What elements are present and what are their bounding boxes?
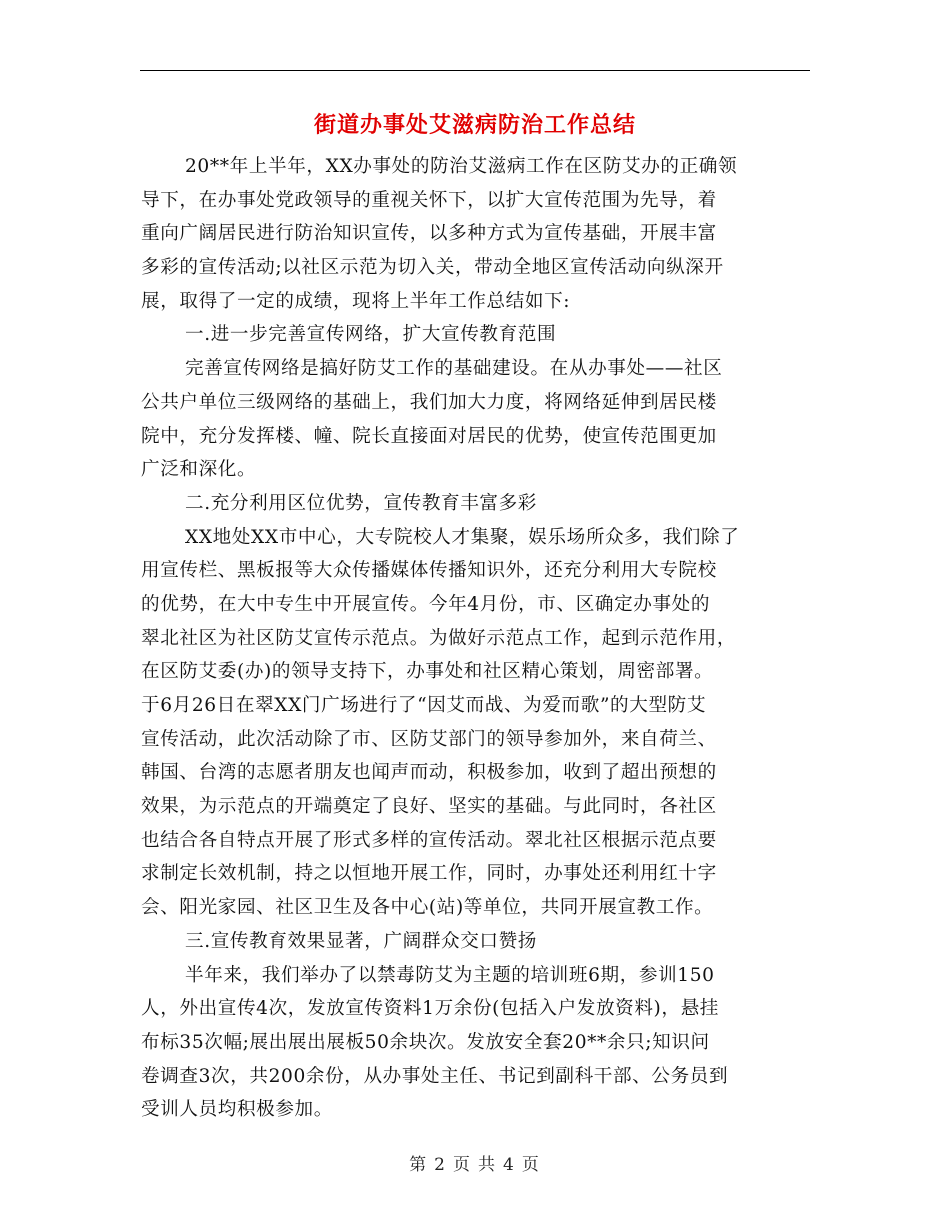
section-heading-3: 三.宣传教育效果显著，广阔群众交口赞扬 — [185, 930, 537, 952]
paragraph-line: 用宣传栏、黑板报等大众传播媒体传播知识外，还充分利用大专院校 — [141, 560, 717, 582]
paragraph-line: 20**年上半年，XX办事处的防治艾滋病工作在区防艾办的正确领 — [185, 156, 738, 177]
document-body — [141, 150, 811, 1127]
paragraph-line: 完善宣传网络是搞好防艾工作的基础建设。在从办事处——社区 — [185, 358, 723, 380]
paragraph-line: 韩国、台湾的志愿者朋友也闻声而动，积极参加，收到了超出预想的 — [141, 762, 717, 784]
section-heading-2: 二.充分利用区位优势，宣传教育丰富多彩 — [185, 492, 537, 514]
paragraph-line: 翠北社区为社区防艾宣传示范点。为做好示范点工作，起到示范作用， — [141, 627, 737, 649]
paragraph-line: 布标35次幅;展出展出展板50余块次。发放安全套20**余只;知识问 — [141, 1031, 710, 1053]
paragraph-line: 人，外出宣传4次，发放宣传资料1万余份(包括入户发放资料)，悬挂 — [141, 998, 719, 1020]
paragraph-line: 也结合各自特点开展了形式多样的宣传活动。翠北社区根据示范点要 — [141, 829, 717, 851]
paragraph-line: 半年来，我们举办了以禁毒防艾为主题的培训班6期，参训150 — [185, 964, 715, 986]
footer-page-char: 页 — [453, 1155, 472, 1175]
footer-prefix: 第 — [409, 1155, 429, 1175]
paragraph-line: 重向广阔居民进行防治知识宣传，以多种方式为宣传基础，开展丰富 — [141, 223, 717, 245]
page-footer — [0, 1150, 950, 1175]
paragraph-line: 展，取得了一定的成绩，现将上半年工作总结如下: — [141, 290, 571, 312]
paragraph-line: 效果，为示范点的开端奠定了良好、坚实的基础。与此同时，各社区 — [141, 796, 717, 818]
paragraph-line: 在区防艾委(办)的领导支持下，办事处和社区精心策划，周密部署。 — [141, 661, 714, 683]
paragraph-line: 院中，充分发挥楼、幢、院长直接面对居民的优势，使宣传范围更加 — [141, 425, 717, 447]
paragraph-line: 的优势，在大中专生中开展宣传。今年4月份，市、区确定办事处的 — [141, 593, 711, 615]
section-heading-1: 一.进一步完善宣传网络，扩大宣传教育范围 — [185, 324, 557, 346]
paragraph-line: 广泛和深化。 — [141, 459, 257, 481]
paragraph-line: XX地处XX市中心，大专院校人才集聚，娱乐场所众多，我们除了 — [185, 526, 740, 548]
paragraph-line: 受训人员均积极参加。 — [141, 1099, 333, 1121]
total-page-count: 4 — [503, 1155, 516, 1175]
current-page-number: 2 — [434, 1155, 447, 1175]
paragraph-line: 会、阳光家园、社区卫生及各中心(站)等单位，共同开展宣教工作。 — [141, 897, 714, 919]
paragraph-line: 于6月26日在翠XX门广场进行了“因艾而战、为爱而歌”的大型防艾 — [141, 695, 707, 716]
header-rule — [140, 70, 810, 71]
paragraph-line: 多彩的宣传活动;以社区示范为切入关，带动全地区宣传活动向纵深开 — [141, 257, 724, 279]
footer-total-prefix: 共 — [478, 1155, 497, 1175]
paragraph-line: 导下，在办事处党政领导的重视关怀下，以扩大宣传范围为先导，着 — [141, 189, 717, 211]
paragraph-line: 公共户单位三级网络的基础上，我们加大力度，将网络延伸到居民楼 — [141, 391, 717, 413]
document-title: 街道办事处艾滋病防治工作总结 — [313, 113, 636, 138]
footer-suffix: 页 — [521, 1155, 541, 1175]
paragraph-line: 求制定长效机制，持之以恒地开展工作，同时，办事处还利用红十字 — [141, 863, 717, 885]
paragraph-line: 宣传活动，此次活动除了市、区防艾部门的领导参加外，来自荷兰、 — [141, 728, 717, 750]
paragraph-line: 卷调查3次，共200余份，从办事处主任、书记到副科干部、公务员到 — [141, 1065, 729, 1087]
